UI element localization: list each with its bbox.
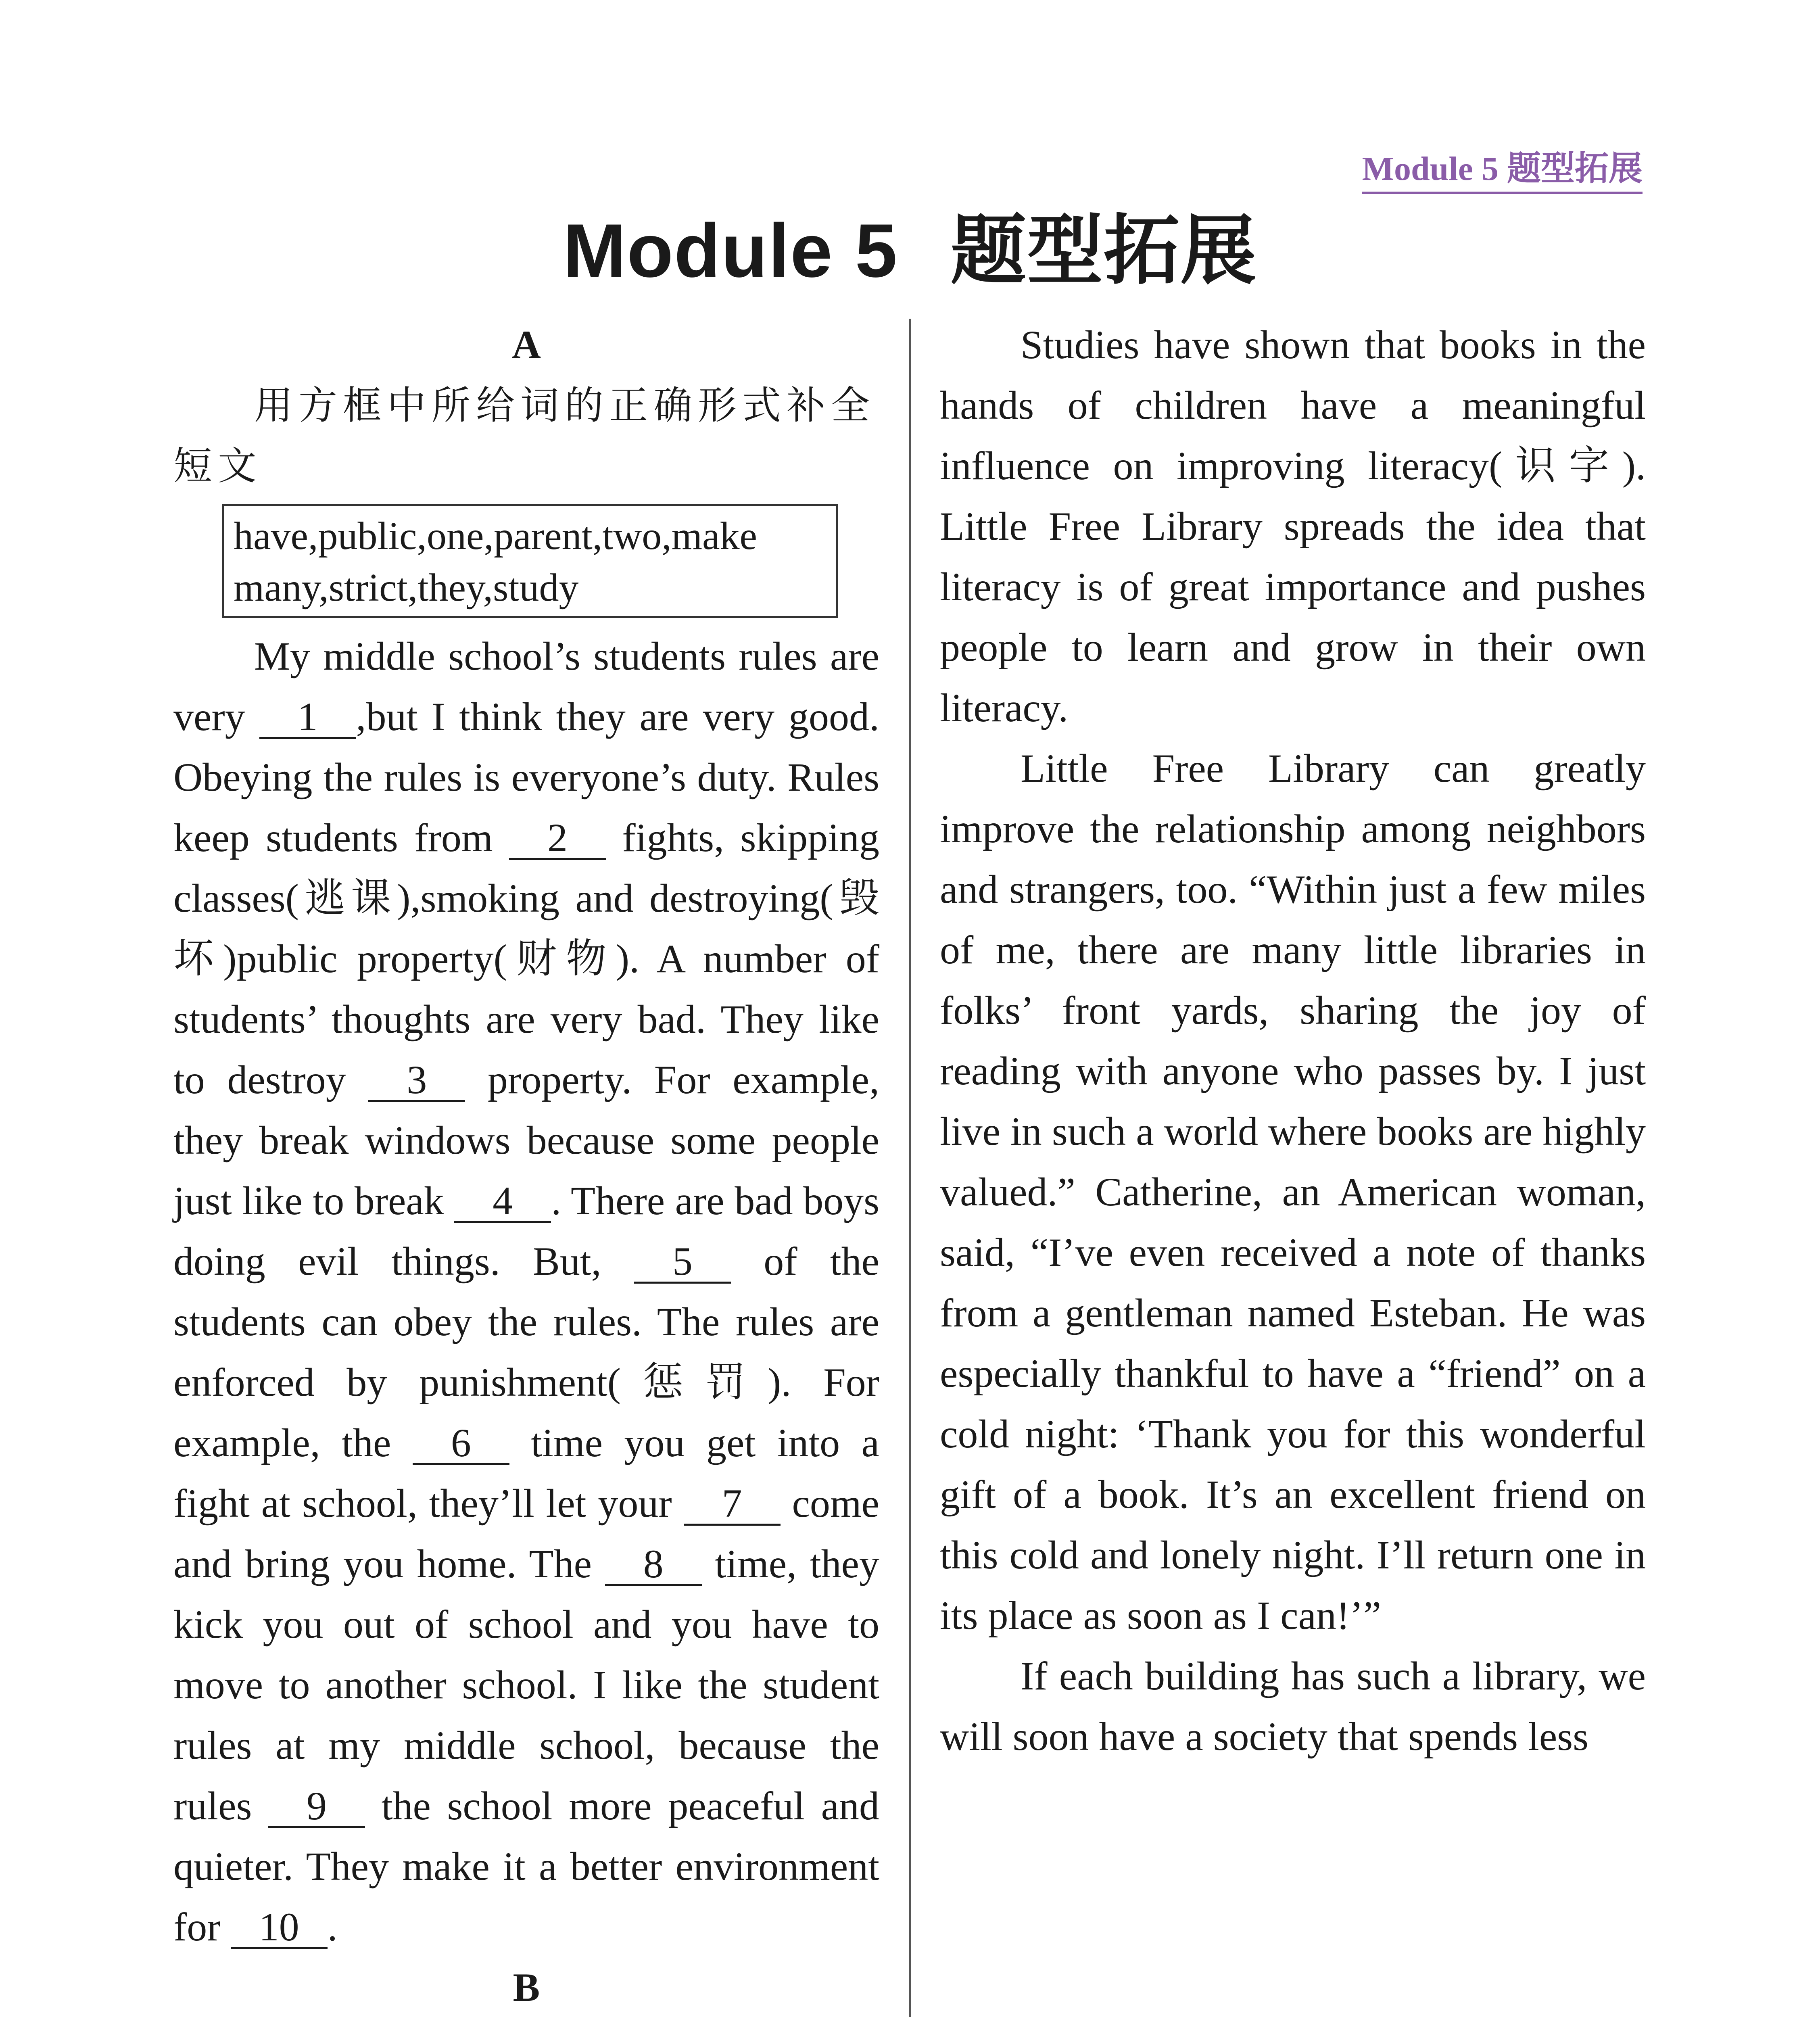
passage-text: property. For example, they break windows because some people just like to break	[173, 1057, 879, 1223]
section-b-label: B	[513, 1965, 540, 2010]
page-title-module: Module 5	[563, 208, 898, 293]
blank-9[interactable]: 9	[268, 1786, 365, 1828]
blank-10[interactable]: 10	[231, 1907, 328, 1949]
blank-5[interactable]: 5	[634, 1241, 731, 1284]
blank-3[interactable]: 3	[368, 1060, 465, 1102]
right-column	[940, 315, 1646, 1767]
passage-text: fights, skipping classes(逃课),smoking and destroying(毁坏)public property(财物). A number of students’ thoughts are very bad. They like to destroy	[173, 815, 879, 1102]
blank-7[interactable]: 7	[684, 1483, 781, 1526]
passage-text: ,but I think they are very good. Obeying the rules is everyone’s duty. Rules keep students from	[173, 694, 880, 860]
section-b-paragraph-2: Studies have shown that books in the hands of children have a meaningful influence on improving literacy(识字). Little Free Library spreads the idea that literacy is of great importance and pushes people to learn and grow in their own literacy.	[940, 322, 1646, 730]
page-title-subtitle: 题型拓展	[950, 207, 1257, 295]
running-head: Module 5 题型拓展	[1362, 141, 1643, 194]
passage-text: time, they kick you out of school and you have to move to another school. I like the student rules at my middle school, because the rules	[173, 1541, 879, 1828]
section-a-label: A	[511, 322, 541, 367]
passage-text: . There are bad boys doing evil things. But,	[173, 1178, 879, 1284]
blank-1[interactable]: 1	[259, 697, 356, 739]
blank-8[interactable]: 8	[605, 1544, 702, 1586]
blank-2[interactable]: 2	[509, 818, 606, 860]
passage-text: the school more peaceful and quieter. They make it a better environment for	[173, 1783, 879, 1949]
page-title	[0, 190, 1820, 299]
passage-text: My middle school’s students rules are very	[173, 634, 879, 739]
word-box: have,public,one,parent,two,make many,strict,they,study	[222, 504, 838, 618]
left-column	[173, 315, 879, 2017]
blank-4[interactable]: 4	[454, 1181, 551, 1223]
passage-text: of the students can obey the rules. The rules are enforced by punishment(惩罚). For example, the	[173, 1239, 879, 1465]
column-divider	[909, 319, 911, 2017]
blank-6[interactable]: 6	[413, 1423, 509, 1465]
section-b-paragraph-4: If each building has such a library, we will soon have a society that spends less	[940, 1654, 1646, 1759]
cloze-passage	[173, 626, 879, 1957]
passage-text: time you get into a fight at school, they’ll let your	[173, 1420, 880, 1526]
section-b-paragraph-3: Little Free Library can greatly improve the relationship among neighbors and strangers, too. “Within just a few miles of me, there are many little libraries in folks’ front yards, sharing the joy of reading with anyone who passes by. I just live in such a world where books are highly valued.” Catherine, an American woman, said, “I’ve even received a note of thanks from a gentleman named Esteban. He was especially thankful to have a “friend” on a cold night: ‘Thank you for this wonderful gift of a book. It’s an excellent friend on this cold and lonely night. I’ll return one in its place as soon as I can!’”	[940, 746, 1646, 1638]
passage-text: .	[327, 1904, 338, 1949]
passage-text: come and bring you home. The	[173, 1481, 879, 1586]
section-a-instruction: 用方框中所给词的正确形式补全短文	[173, 383, 875, 489]
